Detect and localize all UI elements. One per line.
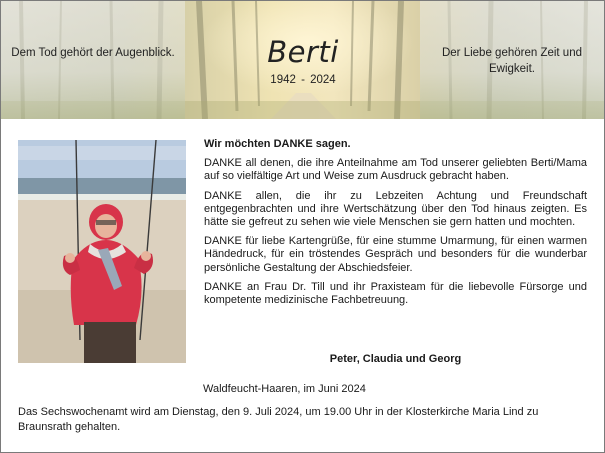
paragraph-4: DANKE an Frau Dr. Till und ihr Praxisteam für die liebevolle Fürsorge und kompetente medizinische Fachbetreuung. (204, 280, 587, 307)
right-quote: Der Liebe gehören Zeit und Ewigkeit. (441, 47, 582, 75)
left-quote: Dem Tod gehört der Augenblick. (11, 47, 175, 59)
header-banner (1, 1, 604, 119)
life-dates: 1942 - 2024 (270, 74, 336, 86)
portrait-photo (18, 140, 186, 363)
paragraph-2: DANKE allen, die ihr zu Lebzeiten Achtung und Freundschaft entgegenbrachten und ihre Wertschätzung über den Tod hinaus zeigten. Es hätte sie gefreut zu sehen wie viele Menschen sie gern hatten und mochten. (204, 189, 587, 229)
woman-on-swing-image (18, 140, 186, 363)
paragraph-1: DANKE all denen, die ihre Anteilnahme am Tod unserer geliebten Berti/Mama auf so vielfältige Art und Weise zum Ausdruck gebracht haben. (204, 157, 587, 183)
signature: Peter, Claudia und Georg (329, 353, 462, 365)
paragraph-3: DANKE für liebe Kartengrüße, für eine stumme Umarmung, für einen warmen Händedruck, für ein tröstendes Gespräch und besonders für die wunderbar persönliche Gestaltung der Abschiedsfeier. (204, 235, 587, 274)
memorial-mass-notice: Das Sechswochenamt wird am Dienstag, den 9. Juli 2024, um 19.00 Uhr in der Klosterkirche Maria Lind zu Braunsrath gehalten. (18, 406, 539, 433)
thank-you-heading: Wir möchten DANKE sagen. (204, 138, 351, 150)
deceased-name: Berti (267, 35, 339, 69)
place-date: Waldfeucht-Haaren, im Juni 2024 (203, 383, 366, 395)
thank-you-text (204, 138, 587, 313)
